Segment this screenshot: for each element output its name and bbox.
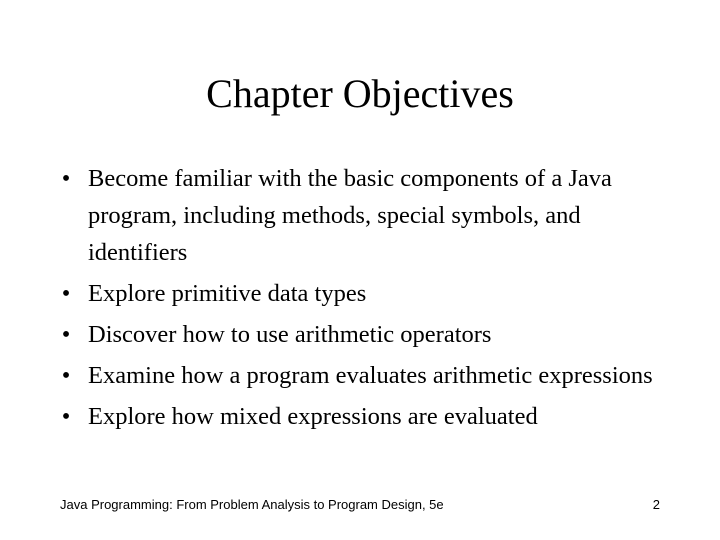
- bullet-icon: •: [61, 362, 71, 389]
- bullet-text: Explore primitive data types: [88, 280, 367, 307]
- bullet-item: [56, 275, 656, 312]
- page-number: 2: [652, 497, 660, 512]
- bullet-text: Examine how a program evaluates arithmetic expressions: [88, 362, 653, 389]
- bullet-item: [56, 357, 656, 394]
- bullet-text: Discover how to use arithmetic operators: [88, 321, 492, 348]
- bullet-item: [56, 316, 656, 353]
- bullet-item: [56, 160, 656, 271]
- bullet-item: [56, 398, 656, 435]
- bullet-text: Explore how mixed expressions are evaluated: [88, 403, 538, 430]
- bullet-icon: •: [61, 321, 71, 348]
- bullet-icon: •: [61, 280, 71, 307]
- footer-source: Java Programming: From Problem Analysis to Program Design, 5e: [60, 497, 444, 512]
- slide-title: Chapter Objectives: [206, 71, 514, 116]
- bullet-icon: •: [61, 165, 71, 192]
- bullet-icon: •: [61, 403, 71, 430]
- bullet-text: Become familiar with the basic components of a Java program, including methods, special symbols, and identifiers: [88, 165, 612, 266]
- bullet-list: [56, 160, 656, 439]
